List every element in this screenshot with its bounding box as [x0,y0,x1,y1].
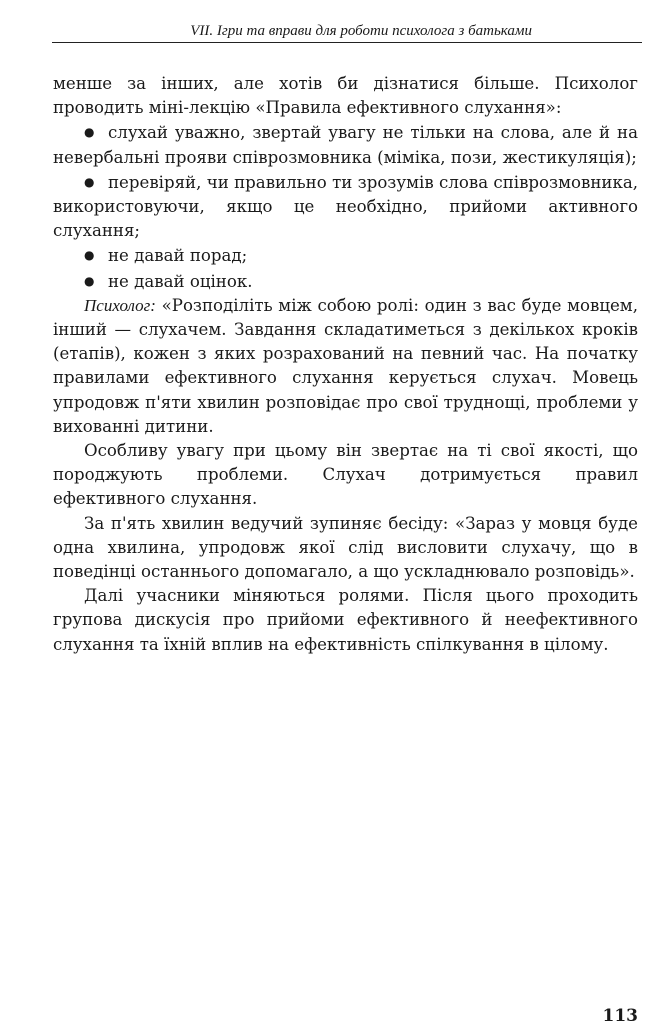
bullet-item [53,269,638,294]
bullet-text: слухай уважно, звертай увагу не тільки на слова, але й на невербальні прояви співрозмовника (міміка, пози, жестикуляція); [53,123,638,167]
speech-paragraph [53,294,638,439]
bullet-item [53,243,638,268]
body-paragraph: Особливу увагу при цьому він звертає на ті свої якості, що породжують проблеми. Слухач дотримується правил ефективного слухання. [53,441,638,509]
bullet-icon: ● [84,174,95,189]
bullet-icon: ● [84,125,95,140]
page-number: 113 [602,1006,638,1026]
body-text [53,72,638,657]
bullet-item [53,120,638,169]
bullet-text: не давай порад; [108,246,248,266]
bullet-text: не давай оцінок. [108,271,253,291]
bullet-text: перевіряй, чи правильно ти зрозумів слова співрозмовника, використовуючи, якщо це необхідно, прийоми активного слухання; [53,172,638,241]
body-paragraph: За п'ять хвилин ведучий зупиняє бесіду: «Зараз у мовця буде одна хвилина, упродовж якої слід висловити слухачу, що в поведінці останнього допомагало, а що ускладнювало розповідь». [53,513,638,582]
running-header: VII. Ігри та вправи для роботи психолога з батьками [52,20,642,43]
body-paragraph: Далі учасники міняються ролями. Після цього проходить групова дискусія про прийоми ефективного й неефективного слухання та їхній вплив на ефективність спілкування в цілому. [53,586,638,654]
bullet-icon: ● [84,248,95,263]
bullet-icon: ● [84,273,95,288]
speech-text: «Розподіліть між собою ролі: один з вас буде мовцем, інший — слухачем. Завдання складатиметься з декількох кроків (етапів), кожен з яких розрахований на певний час. На початку правилами ефективного слухання керується слухач. Мовець упродовж п'яти хвилин розповідає про свої труднощі, проблеми у вихованні дитини. [53,295,638,436]
bullet-item [53,170,638,244]
speaker-label: Психолог: [84,295,156,315]
intro-paragraph: менше за інших, але хотів би дізнатися більше. Психолог проводить міні-лекцію «Правила ефективного слухання»: [53,74,638,118]
